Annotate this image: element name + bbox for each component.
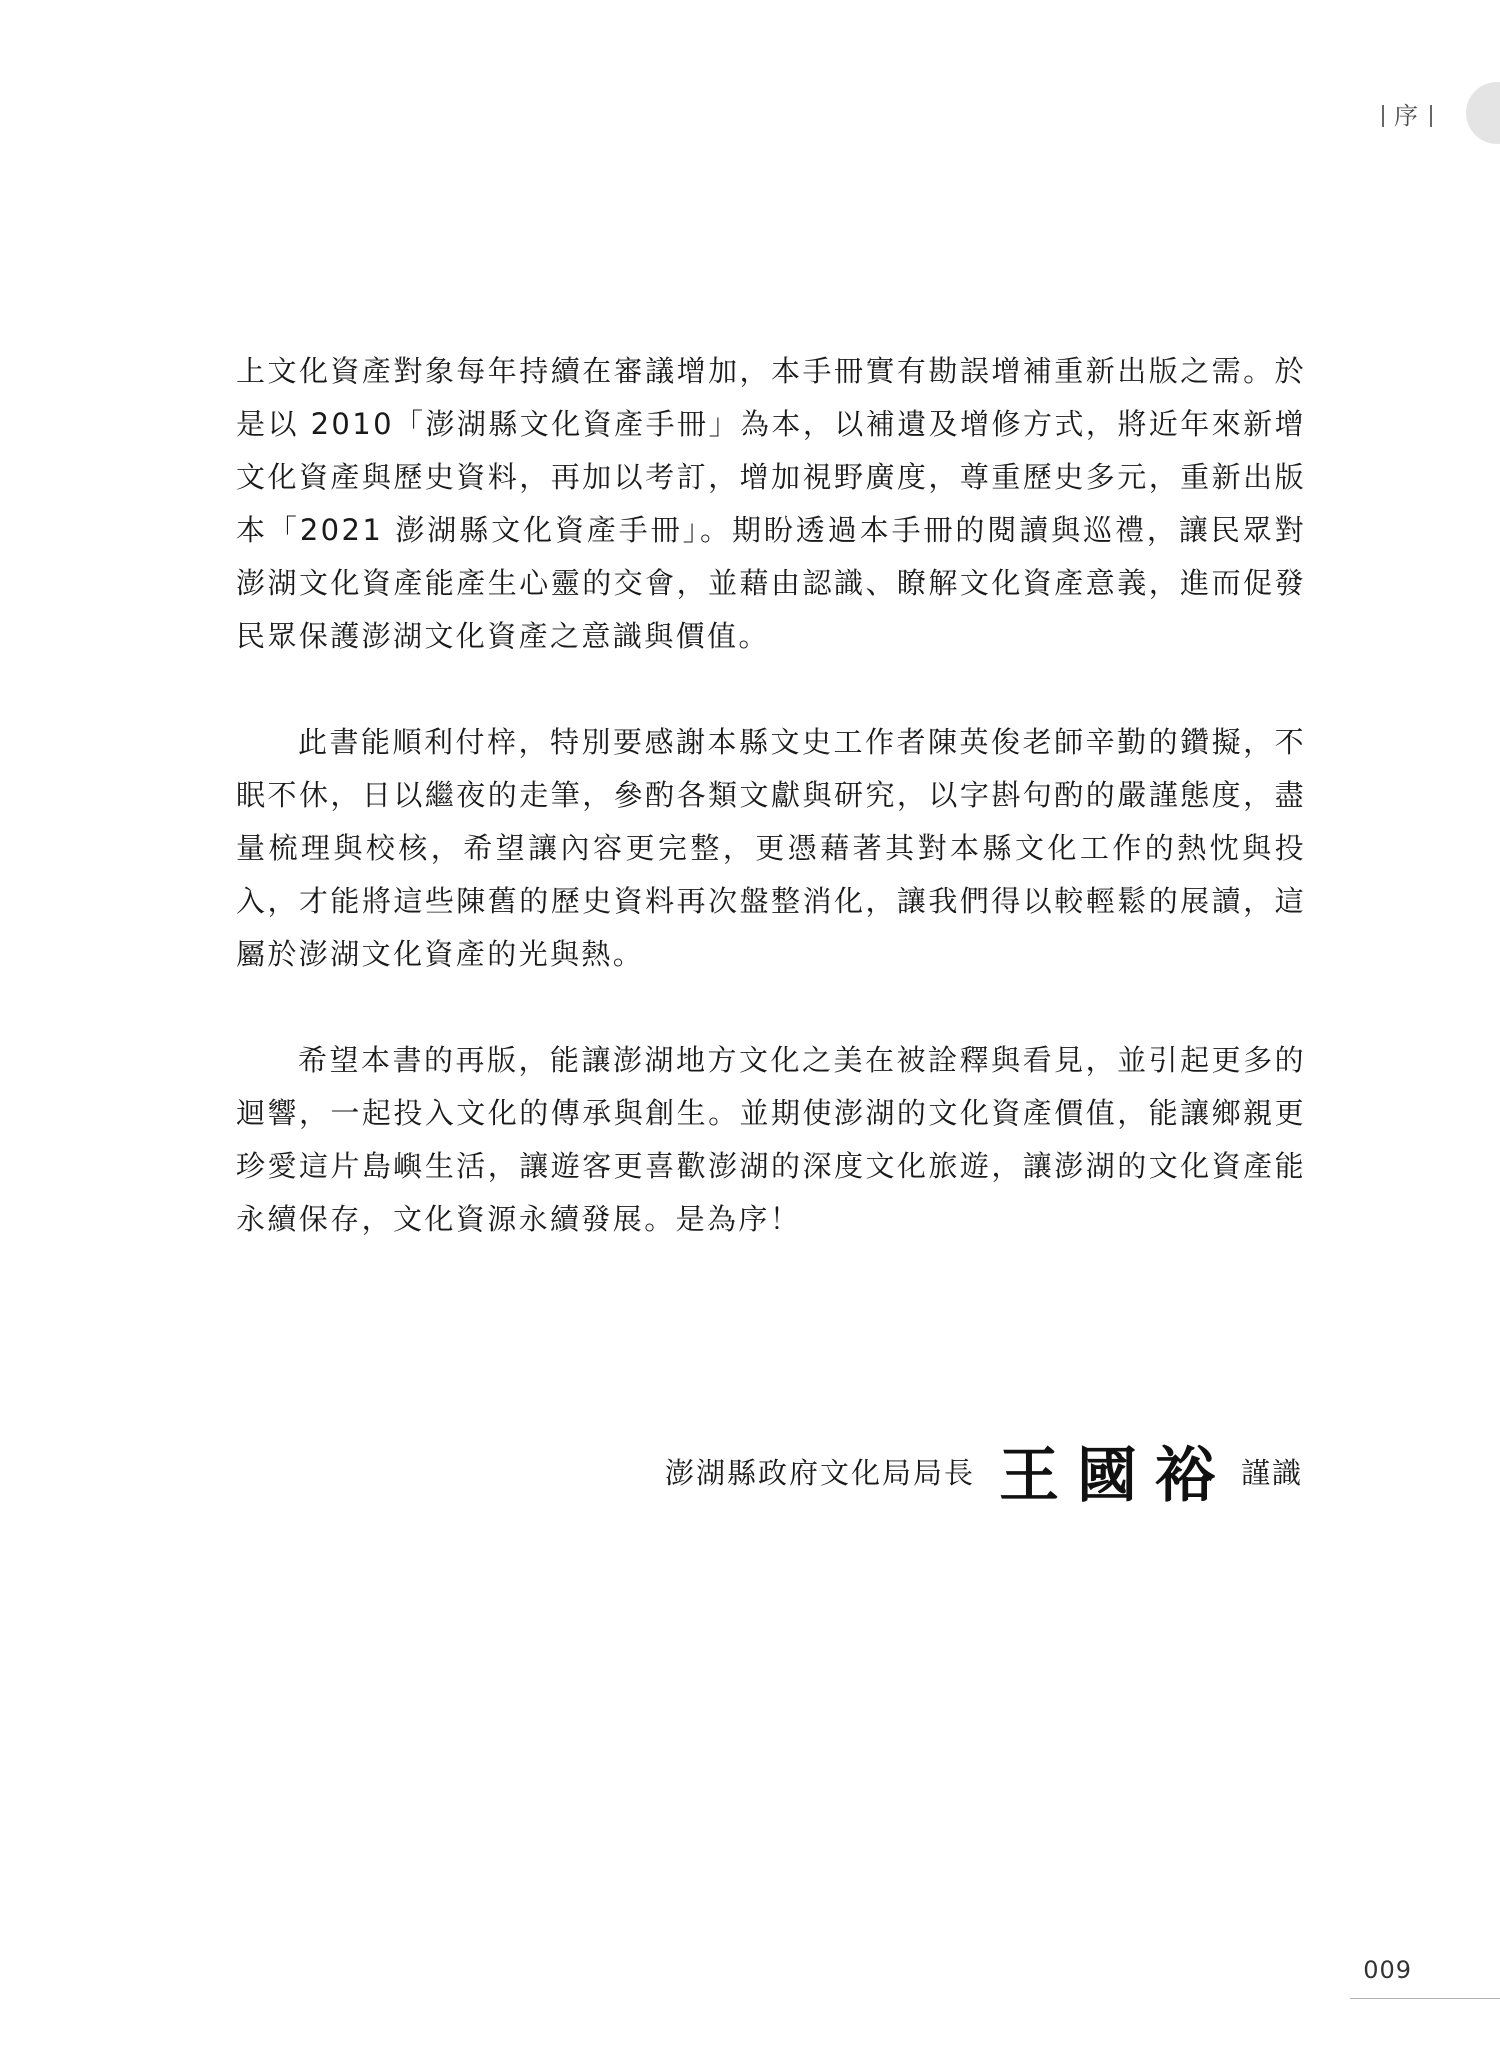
- header-divider-right: [1430, 105, 1432, 127]
- section-title: 序: [1394, 102, 1420, 130]
- footer-rule: [1350, 1998, 1500, 1999]
- header-divider-left: [1382, 105, 1384, 127]
- signature-line: [665, 1428, 1303, 1514]
- paragraph-2: 此書能順利付梓，特別要感謝本縣文史工作者陳英俊老師辛勤的鑽擬，不眠不休，日以繼夜的走筆，參酌各類文獻與研究，以字斟句酌的嚴謹態度，盡量梳理與校核，希望讓內容更完整，更憑藉著其對本縣文化工作的熱忱與投入，才能將這些陳舊的歷史資料再次盤整消化，讓我們得以較輕鬆的展讀，這屬於澎湖文化資產的光與熱。: [236, 725, 1306, 971]
- section-header: [1372, 96, 1442, 131]
- signature-suffix: 謹識: [1240, 1455, 1303, 1490]
- section-corner-tab: [1466, 82, 1500, 144]
- paragraph-1: 上文化資產對象每年持續在審議增加，本手冊實有勘誤增補重新出版之需。於是以 2010「澎湖縣文化資產手冊」為本，以補遺及增修方式，將近年來新增文化資產與歷史資料，再加以考訂，增加視野廣度，尊重歷史多元，重新出版本「2021 澎湖縣文化資產手冊」。期盼透過本手冊的閱讀與巡禮，讓民眾對澎湖文化資產能產生心靈的交會，並藉由認識、瞭解文化資產意義，進而促發民眾保護澎湖文化資產之意識與價值。: [236, 354, 1306, 653]
- paragraph-3: 希望本書的再版，能讓澎湖地方文化之美在被詮釋與看見，並引起更多的迴響，一起投入文化的傳承與創生。並期使澎湖的文化資產價值，能讓鄉親更珍愛這片島嶼生活，讓遊客更喜歡澎湖的深度文化旅遊，讓澎湖的文化資產能永續保存，文化資源永續發展。是為序！: [236, 1043, 1306, 1236]
- page-number: 009: [1363, 1956, 1412, 1984]
- signature-name: 王國裕: [998, 1441, 1233, 1511]
- signature-title: 澎湖縣政府文化局局長: [664, 1455, 975, 1490]
- preface-body: [236, 345, 1306, 1246]
